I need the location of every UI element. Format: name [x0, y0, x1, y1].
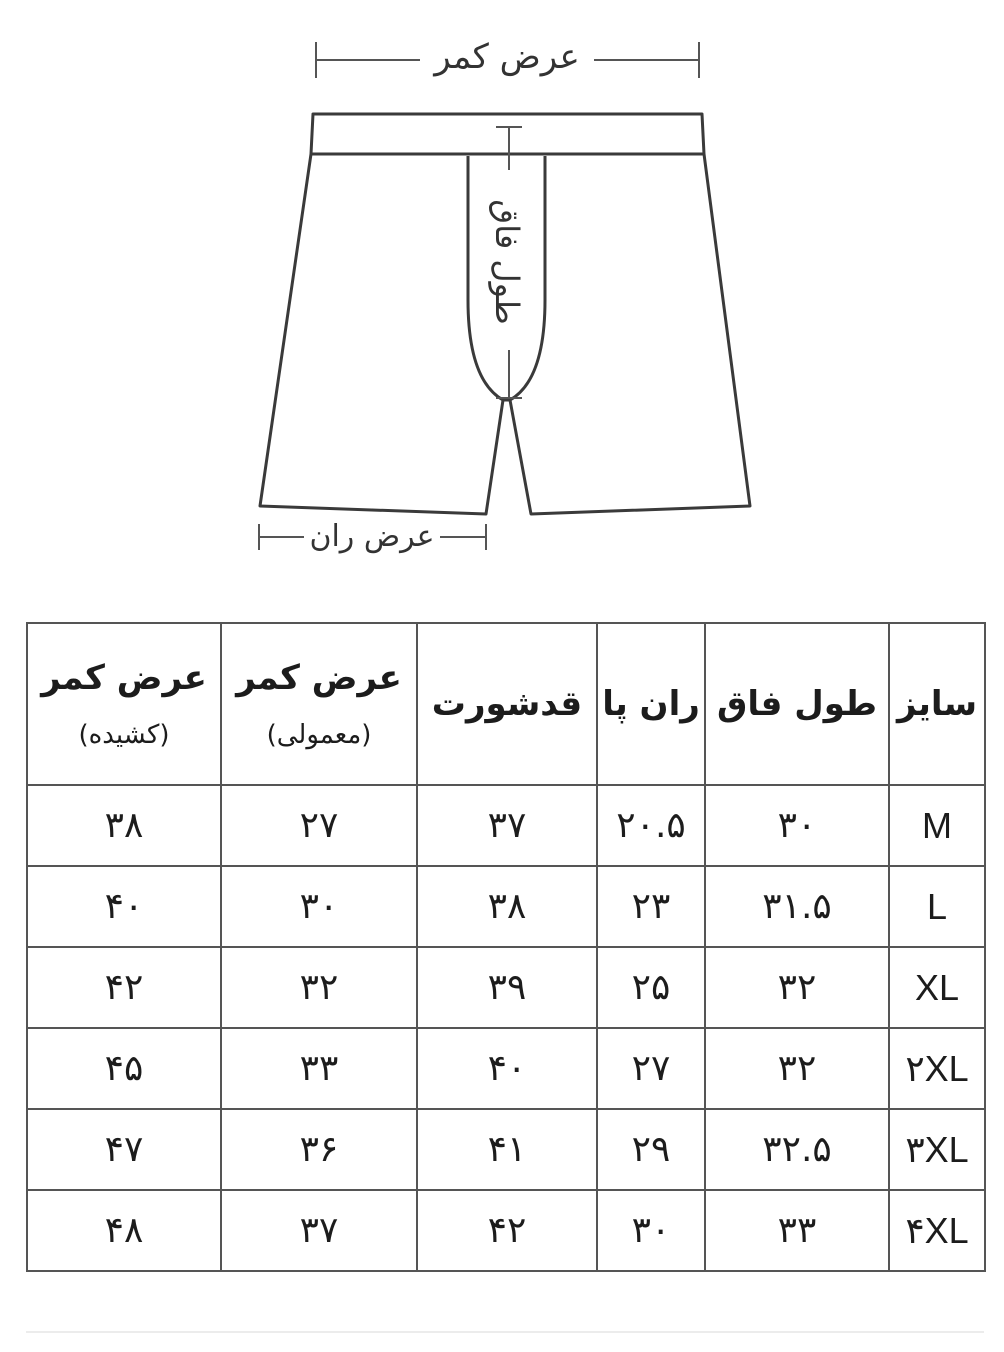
bottom-divider: [26, 1331, 984, 1333]
cell-rise: ۳۲: [705, 947, 889, 1028]
shorts-diagram-svg: [0, 0, 1004, 600]
waistband-outline: [311, 114, 704, 154]
header-size-label: سایز: [896, 683, 978, 724]
cell-rise: ۳۰: [705, 785, 889, 866]
cell-length: ۴۰: [417, 1028, 597, 1109]
cell-waist-stretched: ۴۲: [27, 947, 221, 1028]
table-row: [27, 947, 985, 1028]
table-row: [27, 1190, 985, 1271]
cell-waist-normal: ۲۷: [221, 785, 417, 866]
shorts-diagram: [0, 0, 1004, 600]
cell-size: M: [889, 785, 985, 866]
table-row: [27, 1028, 985, 1109]
cell-thigh: ۲۹: [597, 1109, 705, 1190]
cell-size: L: [889, 866, 985, 947]
header-thigh-label: ران پا: [602, 683, 700, 724]
cell-length: ۳۷: [417, 785, 597, 866]
cell-waist-normal: ۳۰: [221, 866, 417, 947]
cell-size: XL: [889, 947, 985, 1028]
cell-waist-stretched: ۴۷: [27, 1109, 221, 1190]
header-waist-stretched: [27, 623, 221, 785]
cell-size: ۲XL: [889, 1028, 985, 1109]
cell-thigh: ۲۳: [597, 866, 705, 947]
cell-rise: ۳۲: [705, 1028, 889, 1109]
cell-waist-stretched: ۴۵: [27, 1028, 221, 1109]
cell-waist-stretched: ۳۸: [27, 785, 221, 866]
header-waist-normal-label: عرض کمر: [236, 657, 402, 698]
cell-rise: ۳۲.۵: [705, 1109, 889, 1190]
cell-waist-stretched: ۴۰: [27, 866, 221, 947]
header-waist-normal: [221, 623, 417, 785]
waist-width-label: عرض کمر: [434, 37, 580, 77]
table-header-row: [27, 623, 985, 785]
header-length: [417, 623, 597, 785]
header-size: [889, 623, 985, 785]
cell-waist-normal: ۳۳: [221, 1028, 417, 1109]
header-waist-stretched-sub: (کشیده): [78, 720, 170, 751]
cell-rise: ۳۱.۵: [705, 866, 889, 947]
cell-rise: ۳۳: [705, 1190, 889, 1271]
cell-size: ۳XL: [889, 1109, 985, 1190]
cell-waist-normal: ۳۶: [221, 1109, 417, 1190]
header-waist-stretched-label: عرض کمر: [41, 657, 207, 698]
cell-thigh: ۲۰.۵: [597, 785, 705, 866]
table-row: [27, 866, 985, 947]
table-row: [27, 785, 985, 866]
table-row: [27, 1109, 985, 1190]
cell-thigh: ۲۵: [597, 947, 705, 1028]
cell-length: ۳۹: [417, 947, 597, 1028]
thigh-width-label: عرض ران: [309, 519, 435, 554]
header-rise: [705, 623, 889, 785]
header-rise-label: طول فاق: [716, 683, 878, 724]
cell-waist-stretched: ۴۸: [27, 1190, 221, 1271]
header-waist-normal-sub: (معمولی): [266, 720, 372, 751]
size-chart-table: [26, 622, 986, 1272]
header-length-label: قدشورت: [431, 683, 583, 724]
header-thigh: [597, 623, 705, 785]
cell-length: ۴۱: [417, 1109, 597, 1190]
cell-thigh: ۲۷: [597, 1028, 705, 1109]
cell-length: ۴۲: [417, 1190, 597, 1271]
rise-label: طول فاق: [488, 199, 526, 325]
cell-size: ۴XL: [889, 1190, 985, 1271]
cell-waist-normal: ۳۷: [221, 1190, 417, 1271]
cell-waist-normal: ۳۲: [221, 947, 417, 1028]
cell-thigh: ۳۰: [597, 1190, 705, 1271]
cell-length: ۳۸: [417, 866, 597, 947]
